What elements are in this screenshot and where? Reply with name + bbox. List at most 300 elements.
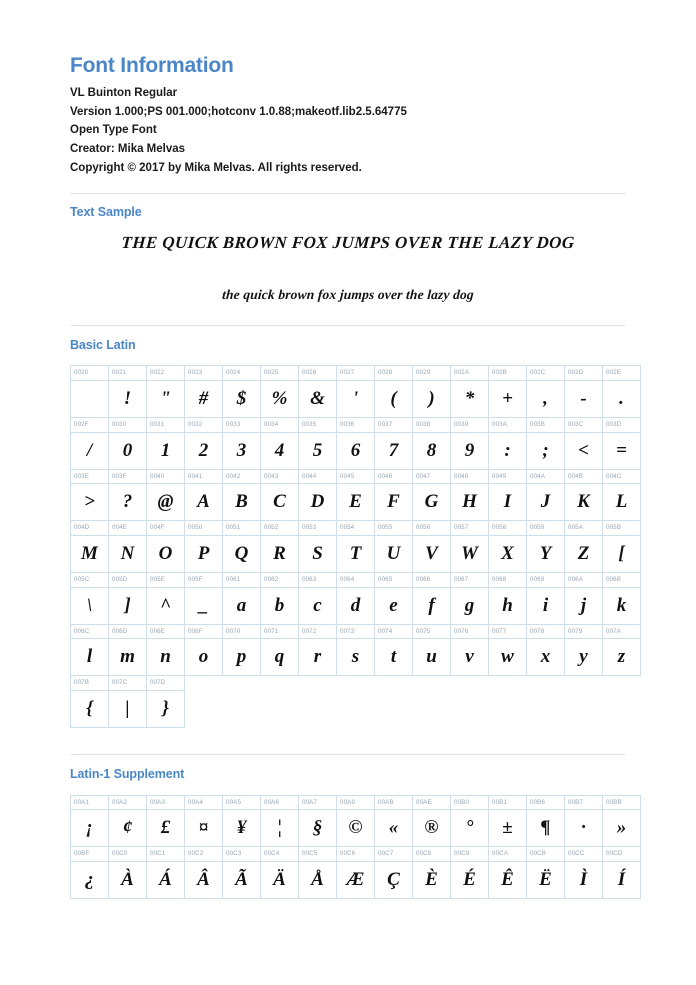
glyph-codepoint-label: 0079 (565, 625, 602, 640)
glyph-codepoint-label: 0061 (223, 573, 260, 588)
glyph-cell[interactable] (489, 521, 527, 573)
glyph-character: " (160, 387, 171, 409)
glyph-character: Q (234, 543, 249, 565)
glyph-character: ¦ (277, 817, 282, 839)
glyph-character: > (84, 491, 95, 513)
glyph-cell[interactable] (223, 847, 261, 899)
glyph-character: Å (311, 869, 324, 891)
glyph-character: X (501, 543, 514, 565)
glyph-cell[interactable] (185, 573, 223, 625)
glyph-row (71, 469, 641, 521)
glyph-cell[interactable] (109, 795, 147, 847)
glyph-character: J (540, 491, 551, 513)
glyph-cell[interactable] (185, 795, 223, 847)
glyph-codepoint-label: 0021 (109, 366, 146, 381)
glyph-cell[interactable] (223, 521, 261, 573)
glyph-cell[interactable] (147, 795, 185, 847)
glyph-cell-empty (489, 676, 527, 728)
glyph-cell[interactable] (299, 417, 337, 469)
glyph-codepoint-label: 006E (147, 625, 184, 640)
glyph-character: k (616, 594, 627, 616)
glyph-cell[interactable] (299, 795, 337, 847)
glyph-cell[interactable] (109, 521, 147, 573)
glyph-codepoint-label: 002C (527, 366, 564, 381)
glyph-cell[interactable] (185, 847, 223, 899)
glyph-character: l (86, 646, 93, 668)
glyph-codepoint-label: 0063 (299, 573, 336, 588)
glyph-codepoint-label: 0032 (185, 418, 222, 433)
glyph-codepoint-label: 0038 (413, 418, 450, 433)
glyph-cell[interactable] (527, 795, 565, 847)
glyph-character: É (463, 869, 476, 891)
glyph-cell[interactable] (451, 521, 489, 573)
glyph-cell[interactable] (299, 469, 337, 521)
page-title: Font Information (70, 54, 234, 77)
glyph-character: · (581, 817, 586, 839)
glyph-codepoint-label: 0062 (261, 573, 298, 588)
glyph-cell[interactable] (71, 469, 109, 521)
glyph-codepoint-label: 002D (565, 366, 602, 381)
glyph-cell[interactable] (261, 573, 299, 625)
glyph-cell[interactable] (603, 573, 641, 625)
glyph-cell[interactable] (185, 417, 223, 469)
glyph-cell[interactable] (603, 624, 641, 676)
glyph-codepoint-label: 006D (109, 625, 146, 640)
glyph-character: x (540, 646, 551, 668)
glyph-character: Â (197, 869, 210, 891)
glyph-character: # (198, 387, 209, 409)
glyph-cell[interactable] (451, 366, 489, 418)
glyph-cell[interactable] (451, 795, 489, 847)
glyph-cell[interactable] (261, 521, 299, 573)
glyph-codepoint-label: 0073 (337, 625, 374, 640)
glyph-cell[interactable] (223, 469, 261, 521)
sample-uppercase-pangram: THE QUICK BROWN FOX JUMPS OVER THE LAZY DOG (120, 232, 576, 252)
glyph-codepoint-label: 0020 (71, 366, 108, 381)
glyph-cell[interactable] (489, 366, 527, 418)
glyph-character: M (81, 543, 98, 565)
glyph-codepoint-label: 0046 (375, 470, 412, 485)
glyph-character: 2 (198, 439, 209, 461)
glyph-cell[interactable] (71, 676, 109, 728)
glyph-codepoint-label: 00AE (413, 796, 450, 811)
glyph-codepoint-label: 003E (71, 470, 108, 485)
glyph-cell[interactable] (489, 417, 527, 469)
glyph-cell[interactable] (147, 521, 185, 573)
glyph-cell[interactable] (109, 417, 147, 469)
glyph-cell[interactable] (71, 847, 109, 899)
glyph-character: u (426, 646, 437, 668)
glyph-codepoint-label: 00C7 (375, 847, 412, 862)
glyph-character: { (86, 698, 93, 720)
section-heading-basic-latin: Basic Latin (70, 337, 136, 352)
glyph-codepoint-label: 0039 (451, 418, 488, 433)
glyph-codepoint-label: 0034 (261, 418, 298, 433)
glyph-cell[interactable] (489, 469, 527, 521)
glyph-row (71, 573, 641, 625)
glyph-cell[interactable] (413, 847, 451, 899)
section-divider (70, 754, 626, 755)
glyph-cell[interactable] (413, 366, 451, 418)
glyph-cell[interactable] (185, 366, 223, 418)
glyph-cell[interactable] (375, 573, 413, 625)
glyph-cell[interactable] (147, 469, 185, 521)
glyph-codepoint-label: 004D (71, 521, 108, 536)
glyph-cell[interactable] (603, 366, 641, 418)
glyph-cell[interactable] (109, 366, 147, 418)
glyph-cell[interactable] (375, 847, 413, 899)
glyph-character: ^ (160, 594, 171, 616)
glyph-codepoint-label: 0059 (527, 521, 564, 536)
glyph-character: ] (124, 594, 131, 616)
glyph-character: S (312, 543, 323, 565)
section-heading-latin1-supplement: Latin-1 Supplement (70, 767, 185, 782)
glyph-codepoint-label: 00A6 (261, 796, 298, 811)
glyph-cell[interactable] (147, 573, 185, 625)
glyph-character: ! (123, 387, 132, 409)
glyph-cell[interactable] (147, 366, 185, 418)
glyph-codepoint-label: 0070 (223, 625, 260, 640)
glyph-cell[interactable] (109, 469, 147, 521)
glyph-character: s (351, 646, 360, 668)
glyph-codepoint-label: 0027 (337, 366, 374, 381)
glyph-cell[interactable] (565, 847, 603, 899)
glyph-character: ¡ (85, 817, 94, 839)
glyph-character: C (273, 491, 286, 513)
glyph-character: o (198, 646, 209, 668)
glyph-character: _ (198, 594, 209, 616)
glyph-cell[interactable] (603, 521, 641, 573)
sample-lowercase-pangram: the quick brown fox jumps over the lazy dog (221, 286, 475, 302)
glyph-cell[interactable] (413, 417, 451, 469)
glyph-cell[interactable] (565, 521, 603, 573)
glyph-character: | (125, 698, 130, 720)
glyph-codepoint-label: 0052 (261, 521, 298, 536)
glyph-cell[interactable] (489, 847, 527, 899)
section-heading-text-sample: Text Sample (70, 205, 142, 220)
glyph-cell[interactable] (565, 366, 603, 418)
glyph-cell[interactable] (109, 676, 147, 728)
glyph-grid-latin1-supplement (70, 795, 641, 899)
glyph-character: ' (352, 387, 359, 409)
glyph-cell-empty (451, 676, 489, 728)
glyph-character: D (310, 491, 325, 513)
glyph-cell[interactable] (147, 624, 185, 676)
glyph-cell[interactable] (71, 795, 109, 847)
glyph-character: + (502, 387, 513, 409)
glyph-cell[interactable] (565, 469, 603, 521)
glyph-cell[interactable] (261, 847, 299, 899)
glyph-character: N (120, 543, 135, 565)
glyph-cell[interactable] (223, 366, 261, 418)
glyph-cell-empty (185, 676, 223, 728)
glyph-codepoint-label: 0026 (299, 366, 336, 381)
glyph-character: Á (159, 869, 172, 891)
glyph-cell[interactable] (147, 847, 185, 899)
glyph-character: 8 (426, 439, 437, 461)
glyph-character: ¶ (540, 817, 551, 839)
glyph-codepoint-label: 00C6 (337, 847, 374, 862)
glyph-cell[interactable] (565, 795, 603, 847)
glyph-character: = (616, 439, 627, 461)
glyph-codepoint-label: 00B1 (489, 796, 526, 811)
glyph-cell[interactable] (413, 624, 451, 676)
glyph-codepoint-label: 002E (603, 366, 640, 381)
glyph-cell[interactable] (223, 573, 261, 625)
glyph-codepoint-label: 0049 (489, 470, 526, 485)
glyph-cell[interactable] (337, 366, 375, 418)
glyph-cell[interactable] (109, 573, 147, 625)
glyph-cell[interactable] (185, 469, 223, 521)
glyph-cell[interactable] (451, 624, 489, 676)
glyph-character: i (542, 594, 549, 616)
glyph-cell[interactable] (413, 795, 451, 847)
glyph-character: Y (539, 543, 552, 565)
glyph-character: Ä (273, 869, 286, 891)
glyph-codepoint-label: 007A (603, 625, 640, 640)
glyph-character: V (425, 543, 438, 565)
glyph-cell[interactable] (603, 469, 641, 521)
glyph-cell[interactable] (223, 624, 261, 676)
glyph-cell[interactable] (261, 795, 299, 847)
glyph-cell[interactable] (527, 573, 565, 625)
glyph-cell[interactable] (375, 366, 413, 418)
glyph-codepoint-label: 0078 (527, 625, 564, 640)
glyph-character: : (504, 439, 511, 461)
glyph-character: O (158, 543, 173, 565)
glyph-character: L (615, 491, 628, 513)
glyph-cell[interactable] (109, 624, 147, 676)
glyph-cell[interactable] (489, 795, 527, 847)
glyph-codepoint-label: 00C3 (223, 847, 260, 862)
glyph-character: E (349, 491, 362, 513)
glyph-character: z (617, 646, 626, 668)
glyph-codepoint-label: 006A (565, 573, 602, 588)
font-version: Version 1.000;PS 001.000;hotconv 1.0.88;makeotf.lib2.5.64775 (70, 105, 407, 118)
glyph-cell[interactable] (489, 624, 527, 676)
glyph-codepoint-label: 00B7 (565, 796, 602, 811)
glyph-codepoint-label: 0074 (375, 625, 412, 640)
glyph-codepoint-label: 004C (603, 470, 640, 485)
glyph-codepoint-label: 00A5 (223, 796, 260, 811)
glyph-character: W (461, 543, 478, 565)
glyph-cell-empty (603, 676, 641, 728)
glyph-character: Ç (387, 869, 400, 891)
glyph-row (71, 676, 641, 728)
glyph-character: ¥ (236, 817, 247, 839)
glyph-cell[interactable] (261, 366, 299, 418)
font-information-header (70, 0, 626, 177)
glyph-character: v (465, 646, 474, 668)
glyph-cell-empty (413, 676, 451, 728)
glyph-character: - (580, 387, 587, 409)
glyph-cell[interactable] (223, 417, 261, 469)
glyph-codepoint-label: 00C8 (413, 847, 450, 862)
glyph-codepoint-label: 00A1 (71, 796, 108, 811)
glyph-grid-basic-latin (70, 365, 641, 728)
glyph-character: p (236, 646, 247, 668)
glyph-cell[interactable] (527, 417, 565, 469)
glyph-character: 5 (312, 439, 323, 461)
glyph-cell[interactable] (337, 847, 375, 899)
glyph-character: I (503, 491, 512, 513)
glyph-codepoint-label: 00BF (71, 847, 108, 862)
glyph-character: b (274, 594, 285, 616)
glyph-cell[interactable] (261, 417, 299, 469)
glyph-codepoint-label: 0042 (223, 470, 260, 485)
glyph-row (71, 366, 641, 418)
glyph-cell[interactable] (489, 573, 527, 625)
glyph-cell[interactable] (71, 521, 109, 573)
glyph-cell[interactable] (147, 417, 185, 469)
glyph-character: ¤ (198, 817, 209, 839)
glyph-character (71, 381, 108, 417)
glyph-codepoint-label: 0037 (375, 418, 412, 433)
glyph-codepoint-label: 0041 (185, 470, 222, 485)
glyph-cell[interactable] (109, 847, 147, 899)
glyph-codepoint-label: 006F (185, 625, 222, 640)
glyph-codepoint-label: 006B (603, 573, 640, 588)
glyph-character: g (464, 594, 475, 616)
glyph-cell[interactable] (71, 624, 109, 676)
glyph-cell[interactable] (185, 624, 223, 676)
glyph-row (71, 847, 641, 899)
glyph-cell[interactable] (451, 573, 489, 625)
glyph-codepoint-label: 00CB (527, 847, 564, 862)
glyph-codepoint-label: 0072 (299, 625, 336, 640)
glyph-cell-empty (527, 676, 565, 728)
glyph-cell[interactable] (527, 624, 565, 676)
glyph-cell[interactable] (451, 417, 489, 469)
glyph-cell[interactable] (299, 847, 337, 899)
glyph-codepoint-label: 00C5 (299, 847, 336, 862)
glyph-character: % (271, 387, 288, 409)
glyph-character: Ì (579, 869, 588, 891)
glyph-cell[interactable] (413, 573, 451, 625)
glyph-codepoint-label: 00C1 (147, 847, 184, 862)
glyph-codepoint-label: 00A3 (147, 796, 184, 811)
glyph-cell[interactable] (413, 521, 451, 573)
glyph-cell[interactable] (71, 366, 109, 418)
glyph-cell[interactable] (565, 417, 603, 469)
glyph-cell[interactable] (451, 469, 489, 521)
glyph-codepoint-label: 0047 (413, 470, 450, 485)
glyph-cell[interactable] (375, 521, 413, 573)
glyph-cell[interactable] (299, 366, 337, 418)
glyph-codepoint-label: 002F (71, 418, 108, 433)
glyph-cell[interactable] (337, 573, 375, 625)
glyph-codepoint-label: 0023 (185, 366, 222, 381)
glyph-cell[interactable] (185, 521, 223, 573)
glyph-cell[interactable] (299, 573, 337, 625)
glyph-cell[interactable] (261, 624, 299, 676)
glyph-cell[interactable] (337, 469, 375, 521)
glyph-character: A (197, 491, 210, 513)
glyph-character: n (160, 646, 171, 668)
glyph-cell[interactable] (527, 847, 565, 899)
glyph-codepoint-label: 00B0 (451, 796, 488, 811)
glyph-cell[interactable] (413, 469, 451, 521)
glyph-codepoint-label: 00C4 (261, 847, 298, 862)
glyph-codepoint-label: 007C (109, 676, 146, 691)
glyph-codepoint-label: 00CD (603, 847, 640, 862)
glyph-codepoint-label: 0030 (109, 418, 146, 433)
glyph-character: ? (122, 491, 133, 513)
glyph-character: ; (542, 439, 549, 461)
glyph-character: Ã (235, 869, 248, 891)
glyph-codepoint-label: 005F (185, 573, 222, 588)
glyph-cell[interactable] (375, 624, 413, 676)
glyph-cell[interactable] (527, 366, 565, 418)
glyph-character: 0 (122, 439, 133, 461)
glyph-codepoint-label: 0064 (337, 573, 374, 588)
glyph-cell[interactable] (603, 847, 641, 899)
glyph-cell[interactable] (337, 417, 375, 469)
glyph-cell[interactable] (337, 521, 375, 573)
glyph-character: Ë (539, 869, 552, 891)
glyph-character: T (349, 543, 362, 565)
glyph-character: f (428, 594, 435, 616)
glyph-cell[interactable] (375, 795, 413, 847)
glyph-character: . (619, 387, 624, 409)
section-divider (70, 325, 626, 326)
glyph-codepoint-label: 00CC (565, 847, 602, 862)
glyph-character: m (120, 646, 135, 668)
glyph-character: y (579, 646, 588, 668)
glyph-character: 4 (274, 439, 285, 461)
glyph-codepoint-label: 0033 (223, 418, 260, 433)
glyph-cell[interactable] (71, 573, 109, 625)
glyph-cell[interactable] (527, 521, 565, 573)
glyph-codepoint-label: 0051 (223, 521, 260, 536)
glyph-cell[interactable] (147, 676, 185, 728)
glyph-cell[interactable] (261, 469, 299, 521)
glyph-cell[interactable] (603, 795, 641, 847)
glyph-codepoint-label: 0055 (375, 521, 412, 536)
glyph-character: 1 (160, 439, 171, 461)
glyph-row (71, 521, 641, 573)
glyph-cell[interactable] (451, 847, 489, 899)
glyph-codepoint-label: 0036 (337, 418, 374, 433)
glyph-cell[interactable] (337, 624, 375, 676)
glyph-cell[interactable] (223, 795, 261, 847)
glyph-cell[interactable] (71, 417, 109, 469)
glyph-cell[interactable] (299, 624, 337, 676)
glyph-codepoint-label: 0057 (451, 521, 488, 536)
glyph-cell[interactable] (375, 417, 413, 469)
glyph-cell[interactable] (375, 469, 413, 521)
glyph-cell[interactable] (527, 469, 565, 521)
glyph-codepoint-label: 0066 (413, 573, 450, 588)
glyph-cell[interactable] (565, 624, 603, 676)
glyph-cell-empty (337, 676, 375, 728)
glyph-cell[interactable] (337, 795, 375, 847)
glyph-codepoint-label: 002B (489, 366, 526, 381)
glyph-codepoint-label: 004E (109, 521, 146, 536)
glyph-cell-empty (261, 676, 299, 728)
glyph-character: a (236, 594, 247, 616)
glyph-character: U (386, 543, 401, 565)
glyph-codepoint-label: 0029 (413, 366, 450, 381)
glyph-codepoint-label: 00C9 (451, 847, 488, 862)
glyph-cell[interactable] (299, 521, 337, 573)
glyph-codepoint-label: 00C0 (109, 847, 146, 862)
glyph-cell[interactable] (565, 573, 603, 625)
glyph-codepoint-label: 005D (109, 573, 146, 588)
glyph-cell[interactable] (603, 417, 641, 469)
glyph-codepoint-label: 003A (489, 418, 526, 433)
glyph-character: q (274, 646, 285, 668)
